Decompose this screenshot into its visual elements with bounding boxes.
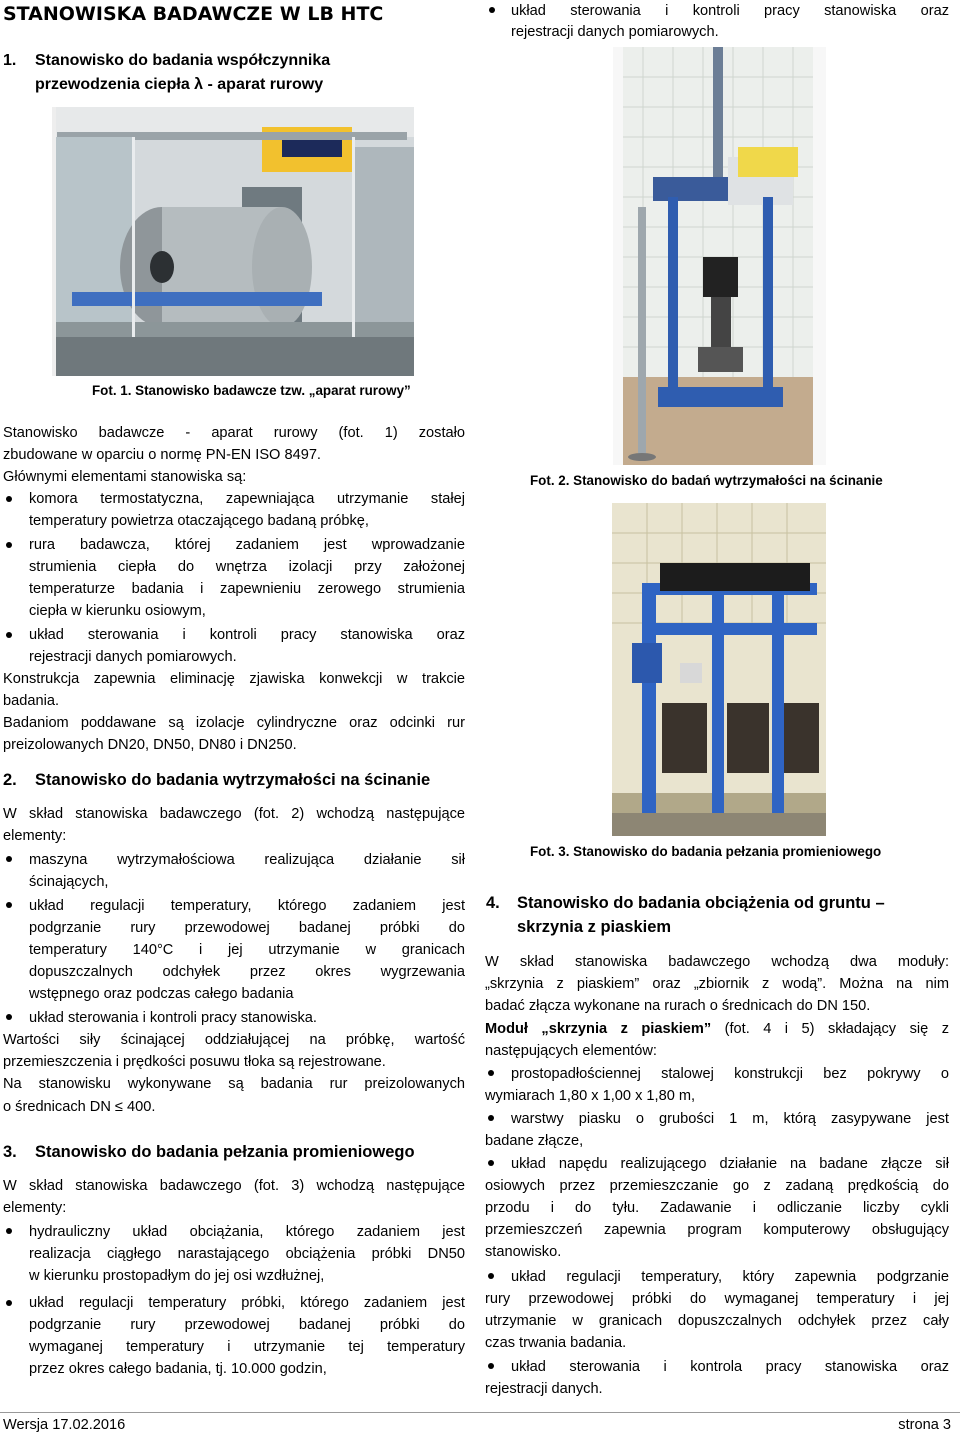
sec1-intro-line: Głównymi elementami stanowiska są:	[3, 469, 247, 485]
list-item: warstwy piasku o grubości 1 m, którą zasypywane jest	[511, 1111, 949, 1127]
bullet-icon	[6, 902, 12, 908]
list-item: prostopadłościennej stalowej konstrukcji bez pokrywy o	[511, 1066, 949, 1082]
photo-tube-apparatus	[52, 107, 414, 376]
bullet-icon	[6, 496, 12, 502]
section-2-title: Stanowisko do badania wytrzymałości na ścinanie	[35, 771, 431, 789]
photo-radial-creep-stand	[612, 503, 826, 836]
sec2-intro-line: W skład stanowiska badawczego (fot. 2) wchodzą następujące	[3, 806, 465, 822]
sec3-intro-line: W skład stanowiska badawczego (fot. 3) wchodzą następujące	[3, 1178, 465, 1194]
list-item: układ sterowania i kontroli pracy stanowiska oraz	[511, 3, 949, 19]
list-item: przez okres całego badania, tj. 10.000 godzin,	[29, 1361, 327, 1377]
section-3-number: 3.	[3, 1143, 17, 1161]
paragraph-line: Konstrukcja zapewnia eliminację zjawiska konwekcji w trakcie	[3, 671, 465, 687]
bullet-icon	[6, 632, 12, 638]
list-item: wstępnego oraz podczas całego badania	[29, 986, 294, 1002]
list-item: strumienia ciepła do wnętrza izolacji przy założonej	[29, 559, 465, 575]
list-item: układ sterowania i kontroli pracy stanowiska.	[29, 1010, 317, 1026]
section-1-title: Stanowisko do badania współczynnika przewodzenia ciepła λ - aparat rurowy	[35, 52, 331, 93]
sec2-intro-line: elementy:	[3, 828, 67, 844]
bullet-icon	[6, 1300, 12, 1306]
bullet-icon	[6, 856, 12, 862]
bullet-icon	[6, 542, 12, 548]
photo-shear-test-stand	[613, 47, 826, 465]
list-item: przemieszczeń zapewnia program komputerowy obsługujący	[485, 1222, 949, 1238]
sec1-intro-line: Stanowisko badawcze - aparat rurowy (fot. 1) zostało	[3, 425, 465, 441]
list-item: stanowisko.	[485, 1244, 562, 1260]
paragraph-line: o średnicach DN ≤ 400.	[3, 1099, 156, 1115]
list-item: rejestracji danych.	[485, 1381, 603, 1397]
list-item: podgrzanie rury przewodowej badanej próbki do	[29, 1317, 465, 1333]
bullet-icon	[6, 1228, 12, 1234]
section-3-title: Stanowisko do badania pełzania promieniowego	[35, 1143, 415, 1161]
list-item: temperaturze badania i zapewnieniu zerowego strumienia	[29, 581, 465, 597]
bullet-icon	[488, 1070, 494, 1076]
list-item: rejestracji danych pomiarowych.	[511, 24, 719, 40]
list-item: wymaganej temperatury i utrzymanie tej temperatury	[29, 1339, 465, 1355]
paragraph-line: Wartości siły ścinającej oddziałującej na próbkę, wartość	[3, 1032, 465, 1048]
sec3-intro-line: elementy:	[3, 1200, 67, 1216]
bullet-icon	[488, 1363, 494, 1369]
list-item: podgrzanie rury przewodowej badanej próbki do	[29, 920, 465, 936]
section-2-number: 2.	[3, 771, 17, 789]
list-item: układ sterowania i kontrola pracy stanowiska oraz	[511, 1359, 949, 1375]
list-item: układ regulacji temperatury, którego zadaniem jest	[29, 898, 465, 914]
footer-page-number: strona 3	[898, 1417, 951, 1433]
bullet-icon	[488, 1115, 494, 1121]
bullet-icon	[488, 1160, 494, 1166]
footer-version: Wersja 17.02.2016	[3, 1417, 126, 1433]
paragraph-line: przemieszczenia i prędkości posuwu tłoka są rejestrowane.	[3, 1054, 386, 1070]
bullet-icon	[489, 7, 495, 13]
list-item: ścinających,	[29, 874, 109, 890]
list-item: osiowych przez przemieszczanie go z zadaną prędkością do	[485, 1178, 949, 1194]
paragraph-line: Badaniom poddawane są izolacje cylindryczne oraz odcinki rur	[3, 715, 465, 731]
list-item: badane złącze,	[485, 1133, 584, 1149]
paragraph-line: badania.	[3, 693, 59, 709]
list-item: układ napędu realizującego działanie na badane złącze sił	[511, 1156, 949, 1172]
photo-2-caption: Fot. 2. Stanowisko do badań wytrzymałości na ścinanie	[530, 473, 883, 488]
sec4-intro-line: W skład stanowiska badawczego wchodzą dwa moduły:	[485, 954, 949, 970]
sec4-intro-line: „skrzynia z piaskiem” oraz „zbiornik z wodą”. Można na nim	[485, 976, 949, 992]
list-item: temperatury powietrza otaczającego badaną próbkę,	[29, 513, 369, 529]
list-item: czas trwania badania.	[485, 1335, 627, 1351]
section-1-number: 1.	[3, 52, 17, 69]
photo-3-caption: Fot. 3. Stanowisko do badania pełzania promieniowego	[530, 844, 882, 859]
list-item: hydrauliczny układ obciążania, którego zadaniem jest	[29, 1224, 465, 1240]
list-item: dopuszczalnych odchyłek przez okres wygrzewania	[29, 964, 465, 980]
list-item: rejestracji danych pomiarowych.	[29, 649, 237, 665]
bullet-icon	[488, 1273, 494, 1279]
list-item: maszyna wytrzymałościowa realizująca działanie sił	[29, 852, 465, 868]
sec4-module-line: następujących elementów:	[485, 1043, 657, 1059]
sec1-intro-line: zbudowane w oparciu o normę PN-EN ISO 8497.	[3, 447, 321, 463]
sec4-module-line: Moduł „skrzynia z piaskiem” (fot. 4 i 5) składający się z	[485, 1021, 949, 1037]
list-item: rura badawcza, której zadaniem jest wprowadzanie	[29, 537, 465, 553]
list-item: realizacja ciągłego narastającego obciążenia próbki DN50	[29, 1246, 465, 1262]
list-item: układ sterowania i kontroli pracy stanowiska oraz	[29, 627, 465, 643]
list-item: układ regulacji temperatury, który zapewnia podgrzanie	[511, 1269, 949, 1285]
list-item: rury przewodowej próbki do wymaganej temperatury i jej	[485, 1291, 949, 1307]
list-item: układ regulacji temperatury próbki, którego zadaniem jest	[29, 1295, 465, 1311]
list-item: temperatury 140°C i jej utrzymanie w granicach	[29, 942, 465, 958]
page-title: STANOWISKA BADAWCZE W LB HTC	[3, 3, 384, 25]
sec4-intro-line: badać złącza wykonane na rurach o średnicach do DN 150.	[485, 998, 871, 1014]
photo-1-caption: Fot. 1. Stanowisko badawcze tzw. „aparat rurowy”	[92, 383, 411, 398]
list-item: wymiarach 1,80 x 1,00 x 1,80 m,	[485, 1088, 696, 1104]
list-item: przodu i do tyłu. Zadawanie i odliczanie liczby cykli	[485, 1200, 949, 1216]
list-item: ciepła w kierunku osiowym,	[29, 603, 206, 619]
paragraph-line: Na stanowisku wykonywane są badania rur preizolowanych	[3, 1076, 465, 1092]
list-item: utrzymanie w granicach dopuszczalnych odchyłek przez cały	[485, 1313, 949, 1329]
paragraph-line: preizolowanych DN20, DN50, DN80 i DN250.	[3, 737, 297, 753]
section-4-title: Stanowisko do badania obciążenia od gruntu – skrzynia z piaskiem	[517, 894, 885, 936]
bullet-icon	[6, 1014, 12, 1020]
footer-divider	[0, 1412, 960, 1413]
list-item: komora termostatyczna, zapewniająca utrzymanie stałej	[29, 491, 465, 507]
list-item: w kierunku prostopadłym do jej osi wzdłużnej,	[29, 1268, 325, 1284]
section-4-number: 4.	[486, 894, 500, 912]
